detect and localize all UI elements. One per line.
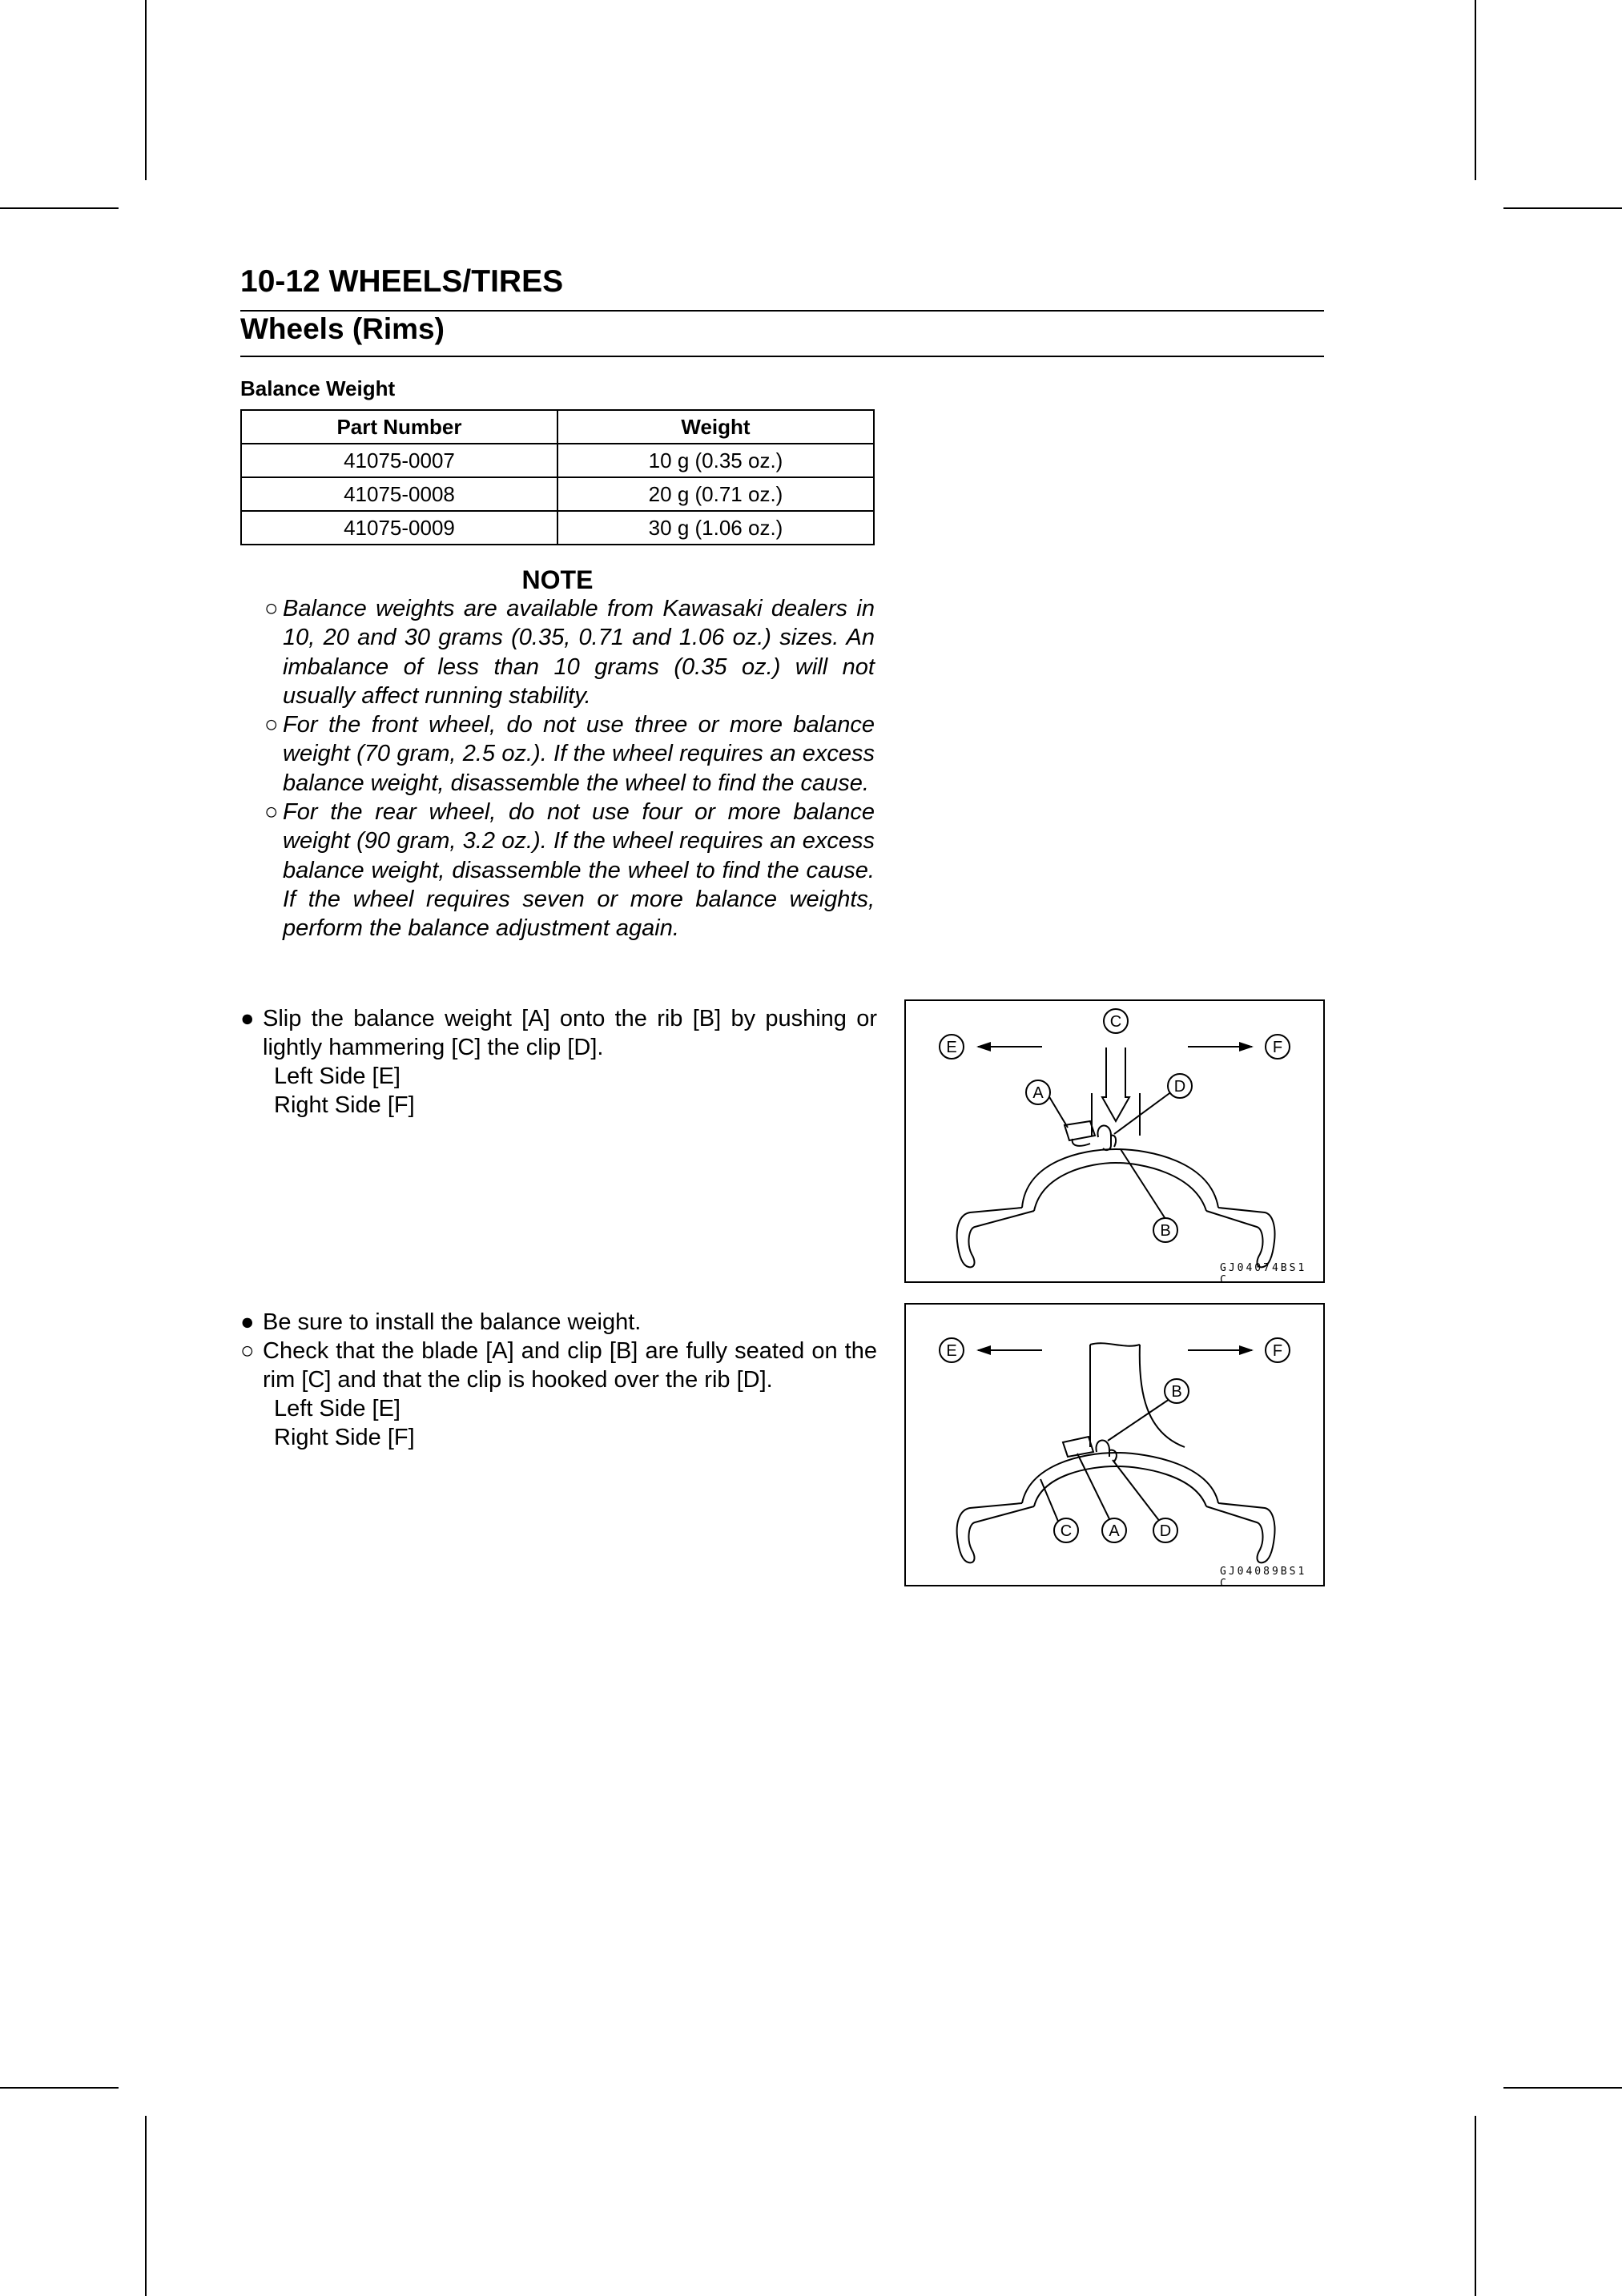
label-b: B [1171, 1383, 1182, 1401]
part-number-cell: 41075-0007 [241, 444, 557, 477]
part-number-cell: 41075-0009 [241, 511, 557, 545]
figure-code: GJ04089BS1 C [1220, 1566, 1307, 1590]
table-row [241, 444, 874, 477]
circle-bullet-icon: ○ [264, 596, 279, 621]
weight-cell: 20 g (0.71 oz.) [557, 477, 874, 511]
note-item-text: For the front wheel, do not use three or more balance weight (70 gram, 2.5 oz.). If the wheel requires an excess balance weight, disassemble the wheel to find the cause. [283, 712, 875, 796]
figure-code: GJ04074BS1 C [1220, 1262, 1307, 1286]
step-balance-weight-install [240, 1004, 877, 1120]
circle-bullet-icon: ○ [240, 1338, 255, 1364]
header-rule [240, 310, 1324, 312]
label-c: C [1060, 1522, 1073, 1540]
step-text: Slip the balance weight [A] onto the rib [B] by pushing or lightly hammering [C] the clip [D]. [263, 1006, 877, 1060]
label-b: B [1160, 1222, 1171, 1240]
step-check-balance-weight [240, 1308, 877, 1452]
figure-balance-weight-install [904, 999, 1325, 1286]
right-side-label: Right Side [F] [274, 1092, 415, 1118]
left-side-label: Left Side [E] [274, 1396, 400, 1421]
crop-mark [0, 2087, 119, 2089]
page-header-title: 10-12 WHEELS/TIRES [240, 264, 564, 299]
crop-mark [1475, 0, 1476, 180]
step-line [240, 1004, 877, 1062]
weight-cell: 30 g (1.06 oz.) [557, 511, 874, 545]
label-e: E [946, 1039, 957, 1056]
table-header-row [241, 410, 874, 444]
balance-weight-table [240, 409, 875, 545]
note-item [264, 710, 875, 798]
left-side-label: Left Side [E] [274, 1064, 400, 1089]
bullet-icon: ● [240, 1006, 255, 1031]
label-f: F [1272, 1342, 1283, 1360]
weight-cell: 10 g (0.35 oz.) [557, 444, 874, 477]
label-a: A [1109, 1522, 1120, 1540]
label-d: D [1173, 1078, 1186, 1096]
step-line [240, 1337, 877, 1394]
label-e: E [946, 1342, 957, 1360]
note-item [264, 798, 875, 943]
note-item-text: For the rear wheel, do not use four or more balance weight (90 gram, 3.2 oz.). If the wheel requires an excess balance weight, disassemble the wheel to find the cause. If the wheel requires seven or more balance weights, perform the balance adjustment again. [283, 799, 875, 942]
label-a: A [1032, 1084, 1044, 1102]
step-text: Check that the blade [A] and clip [B] are fully seated on the rim [C] and that the clip is hooked over the rib [D]. [263, 1338, 877, 1393]
column-header-weight: Weight [557, 410, 874, 444]
table-row [241, 511, 874, 545]
crop-mark [1503, 2087, 1622, 2089]
note-list [264, 594, 875, 943]
bullet-icon: ● [240, 1309, 255, 1335]
figure-balance-weight-check [904, 1303, 1325, 1590]
section-rule [240, 356, 1324, 357]
crop-mark [1503, 207, 1622, 209]
crop-mark [1475, 2116, 1476, 2296]
step-text: Be sure to install the balance weight. [263, 1309, 642, 1335]
column-header-part-number: Part Number [241, 410, 557, 444]
crop-mark [145, 0, 147, 180]
step-line [240, 1308, 877, 1337]
circle-bullet-icon: ○ [264, 799, 279, 826]
crop-mark [145, 2116, 147, 2296]
crop-mark [0, 207, 119, 209]
table-caption: Balance Weight [240, 376, 396, 400]
circle-bullet-icon: ○ [264, 712, 279, 738]
label-f: F [1272, 1039, 1283, 1056]
section-title: Wheels (Rims) [240, 312, 445, 345]
label-c: C [1109, 1013, 1122, 1031]
table-row [241, 477, 874, 511]
label-d: D [1159, 1522, 1172, 1540]
note-item [264, 594, 875, 710]
right-side-label: Right Side [F] [274, 1425, 415, 1450]
figure-drawing [906, 1305, 1326, 1588]
note-title: NOTE [521, 565, 594, 594]
figure-drawing [906, 1001, 1326, 1285]
part-number-cell: 41075-0008 [241, 477, 557, 511]
note-item-text: Balance weights are available from Kawasaki dealers in 10, 20 and 30 grams (0.35, 0.71 and 1.06 oz.) sizes. An imbalance of less than 10 grams (0.35 oz.) will not usually affect running stability. [283, 596, 875, 709]
